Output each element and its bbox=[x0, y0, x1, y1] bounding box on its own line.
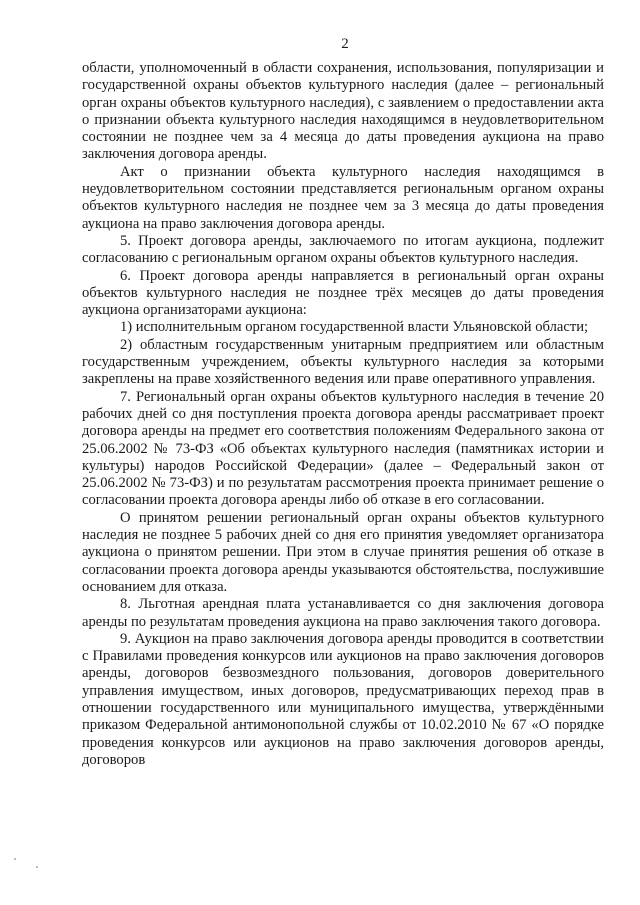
paragraph-act-submission: Акт о признании объекта культурного наследия находящимся в неудовлетворительном состоянии представляется региональным органом охраны объектов культурного наследия не позднее чем за 3 месяца до даты проведения аукциона на право заключения договора аренды. bbox=[82, 163, 604, 232]
page-number: 2 bbox=[341, 36, 349, 52]
paragraph-item-7: 7. Региональный орган охраны объектов культурного наследия в течение 20 рабочих дней со дня поступления проекта договора аренды рассматривает проект договора аренды на предмет его соответствия положениям Федерального закона от 25.06.2002 № 73-ФЗ «Об объектах культурного наследия (памятниках истории и культуры) народов Российской Федерации» (далее – Федеральный закон от 25.06.2002 № 73-ФЗ) и по результатам рассмотрения проекта принимает решение о согласовании проекта договора аренды либо об отказе в его согласовании. bbox=[82, 388, 604, 509]
scan-speck bbox=[36, 866, 38, 868]
document-body bbox=[82, 60, 604, 769]
paragraph-item-9: 9. Аукцион на право заключения договора аренды проводится в соответствии с Правилами проведения конкурсов или аукционов на право заключения договоров аренды, договоров безвозмездного пользования, договоров доверительного управления имуществом, иных договоров, предусматривающих переход прав в отношении государственного или муниципального имущества, утверждёнными приказом Федеральной антимонопольной службы от 10.02.2010 № 67 «О порядке проведения конкурсов или аукционов на право заключения договоров аренды, договоров bbox=[82, 630, 604, 768]
paragraph-item-8: 8. Льготная арендная плата устанавливается со дня заключения договора аренды по результатам проведения аукциона на право заключения такого договора. bbox=[82, 596, 604, 630]
paragraph-item-6-subitem-1: 1) исполнительным органом государственной власти Ульяновской области; bbox=[120, 319, 589, 336]
paragraph-item-6: 6. Проект договора аренды направляется в региональный орган охраны объектов культурного наследия не позднее трёх месяцев до даты проведения аукциона организаторами аукциона: bbox=[82, 267, 604, 319]
paragraph-item-6-subitem-2: 2) областным государственным унитарным предприятием или областным государственным учреждением, объекты культурного наследия за которыми закреплены на праве хозяйственного ведения или праве оперативного управления. bbox=[82, 336, 604, 388]
paragraph-item-5: 5. Проект договора аренды, заключаемого по итогам аукциона, подлежит согласованию с региональным органом охраны объектов культурного наследия. bbox=[82, 232, 604, 267]
paragraph-continuation: области, уполномоченный в области сохранения, использования, популяризации и государственной охраны объектов культурного наследия (далее – региональный орган охраны объектов культурного наследия), с заявлением о предоставлении акта о признании объекта культурного наследия находящимся в неудовлетворительном состоянии не позднее чем за 4 месяца до даты проведения аукциона на право заключения договора аренды. bbox=[82, 60, 604, 163]
scan-speck bbox=[14, 858, 16, 860]
paragraph-decision-notice: О принятом решении региональный орган охраны объектов культурного наследия не позднее 5 рабочих дней со дня его принятия уведомляет организатора аукциона о принятом решении. При этом в случае принятия решения об отказе в согласовании проекта договора аренды указываются обстоятельства, послужившие основанием для отказа. bbox=[82, 509, 604, 595]
